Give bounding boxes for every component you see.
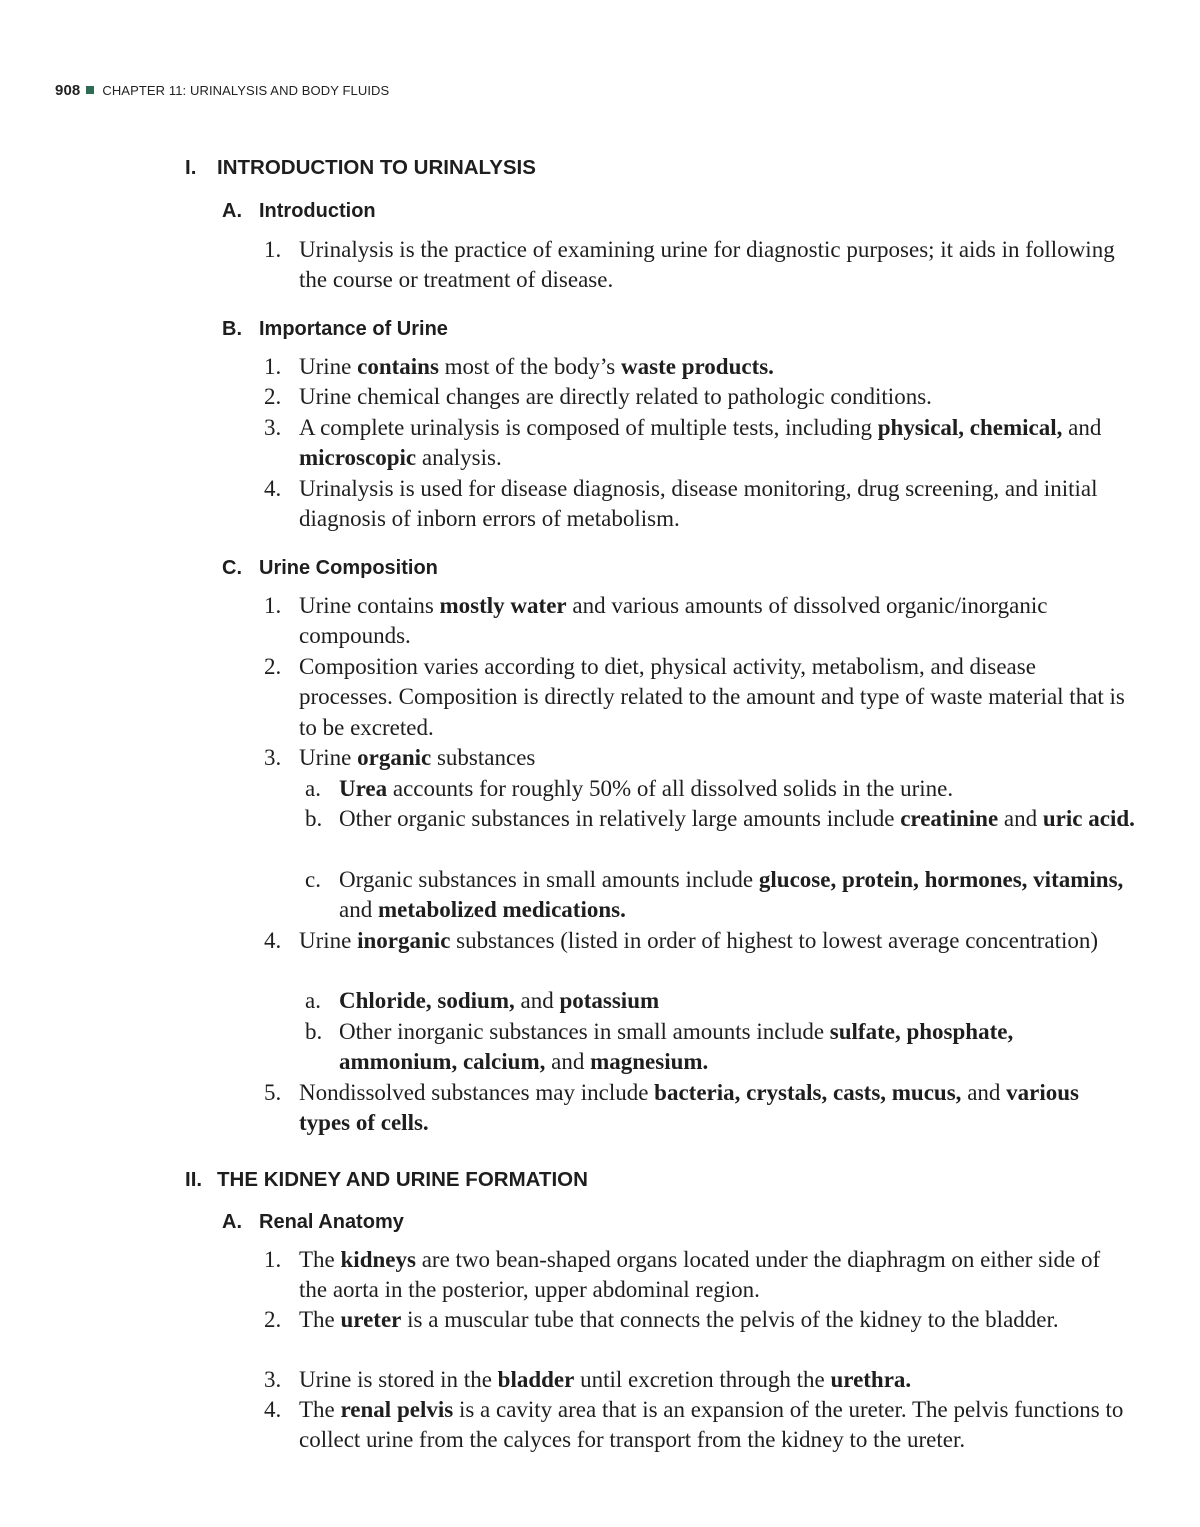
item-number: 1.	[264, 354, 282, 379]
item-text: A complete urinalysis is composed of multiple tests, including physical, chemical, and microscopic analysis.	[299, 415, 1102, 471]
item-letter: a.	[305, 988, 321, 1013]
item-number: 3.	[264, 415, 282, 440]
subsection-letter: A.	[222, 1211, 242, 1233]
list-item	[264, 926, 1134, 956]
section-number: II.	[185, 1168, 203, 1191]
item-number: 1.	[264, 593, 282, 618]
item-text: Chloride, sodium, and potassium	[339, 988, 660, 1013]
item-text: Composition varies according to diet, physical activity, metabolism, and disease processes. Composition is directly related to the amount and type of waste material that is to be excreted.	[299, 654, 1125, 740]
section-title: THE KIDNEY AND URINE FORMATION	[217, 1168, 588, 1191]
sub-list-item	[305, 804, 1135, 834]
item-text: The kidneys are two bean-shaped organs located under the diaphragm on either side of the aorta in the posterior, upper abdominal region.	[299, 1247, 1101, 1303]
list-item	[264, 352, 1134, 382]
item-text: Organic substances in small amounts include glucose, protein, hormones, vitamins, and metabolized medications.	[339, 867, 1124, 923]
item-number: 1.	[264, 1247, 282, 1272]
subsection-heading-renal-anatomy	[222, 1211, 404, 1234]
item-number: 1.	[264, 237, 282, 262]
item-text: Other organic substances in relatively large amounts include creatinine and uric acid.	[339, 806, 1135, 831]
item-number: 4.	[264, 476, 282, 501]
item-number: 4.	[264, 1397, 282, 1422]
item-text: Urine organic substances	[299, 745, 536, 770]
subsection-letter: A.	[222, 200, 242, 222]
item-text: Urea accounts for roughly 50% of all dissolved solids in the urine.	[339, 776, 954, 801]
item-number: 2.	[264, 384, 282, 409]
sub-list-item	[305, 1017, 1135, 1078]
item-text: Urine chemical changes are directly related to pathologic conditions.	[299, 384, 932, 409]
item-text: The renal pelvis is a cavity area that is an expansion of the ureter. The pelvis functions to collect urine from the calyces for transport from the kidney to the ureter.	[299, 1397, 1124, 1453]
list-item	[264, 1305, 1134, 1335]
sub-list-item	[305, 865, 1135, 926]
chapter-title: CHAPTER 11: URINALYSIS AND BODY FLUIDS	[102, 83, 390, 98]
list-item	[264, 743, 1134, 773]
square-bullet-icon	[86, 86, 94, 94]
subsection-heading-introduction	[222, 200, 376, 223]
item-text: Urine inorganic substances (listed in order of highest to lowest average concentration)	[299, 928, 1099, 953]
list-item	[264, 1245, 1134, 1306]
item-text: Other inorganic substances in small amounts include sulfate, phosphate, ammonium, calcium, and magnesium.	[339, 1019, 1014, 1075]
list-item	[264, 382, 1134, 412]
sub-list-item	[305, 774, 1135, 804]
list-item	[264, 413, 1134, 474]
list-item	[264, 591, 1134, 652]
item-text: Urine contains most of the body’s waste products.	[299, 354, 774, 379]
subsection-title: Introduction	[259, 200, 376, 222]
list-item	[264, 652, 1134, 743]
item-number: 2.	[264, 1307, 282, 1332]
item-number: 5.	[264, 1080, 282, 1105]
list-item	[264, 1078, 1134, 1139]
subsection-heading-composition	[222, 557, 438, 580]
list-item	[264, 474, 1134, 535]
subsection-letter: C.	[222, 557, 242, 579]
item-letter: b.	[305, 1019, 323, 1044]
item-text: Nondissolved substances may include bacteria, crystals, casts, mucus, and various types of cells.	[299, 1080, 1079, 1136]
list-item	[264, 1365, 1134, 1395]
sub-list-item	[305, 986, 1135, 1016]
item-text: The ureter is a muscular tube that connects the pelvis of the kidney to the bladder.	[299, 1307, 1059, 1332]
item-number: 3.	[264, 1367, 282, 1392]
list-item	[264, 235, 1134, 296]
subsection-title: Renal Anatomy	[259, 1211, 404, 1233]
item-number: 3.	[264, 745, 282, 770]
item-text: Urinalysis is used for disease diagnosis, disease monitoring, drug screening, and initial diagnosis of inborn errors of metabolism.	[299, 476, 1098, 532]
subsection-title: Urine Composition	[259, 557, 438, 579]
subsection-letter: B.	[222, 318, 242, 340]
item-text: Urinalysis is the practice of examining urine for diagnostic purposes; it aids in following the course or treatment of disease.	[299, 237, 1115, 293]
running-header	[55, 82, 389, 99]
page-number: 908	[55, 82, 81, 99]
item-text: Urine contains mostly water and various amounts of dissolved organic/inorganic compounds.	[299, 593, 1048, 649]
subsection-title: Importance of Urine	[259, 318, 448, 340]
item-letter: c.	[305, 867, 321, 892]
section-heading-2	[185, 1168, 588, 1192]
section-title: INTRODUCTION TO URINALYSIS	[217, 156, 536, 179]
section-number: I.	[185, 156, 197, 179]
section-heading-1	[185, 156, 536, 180]
item-letter: b.	[305, 806, 323, 831]
subsection-heading-importance	[222, 318, 448, 341]
item-text: Urine is stored in the bladder until excretion through the urethra.	[299, 1367, 912, 1392]
list-item	[264, 1395, 1134, 1456]
item-number: 4.	[264, 928, 282, 953]
item-number: 2.	[264, 654, 282, 679]
item-letter: a.	[305, 776, 321, 801]
